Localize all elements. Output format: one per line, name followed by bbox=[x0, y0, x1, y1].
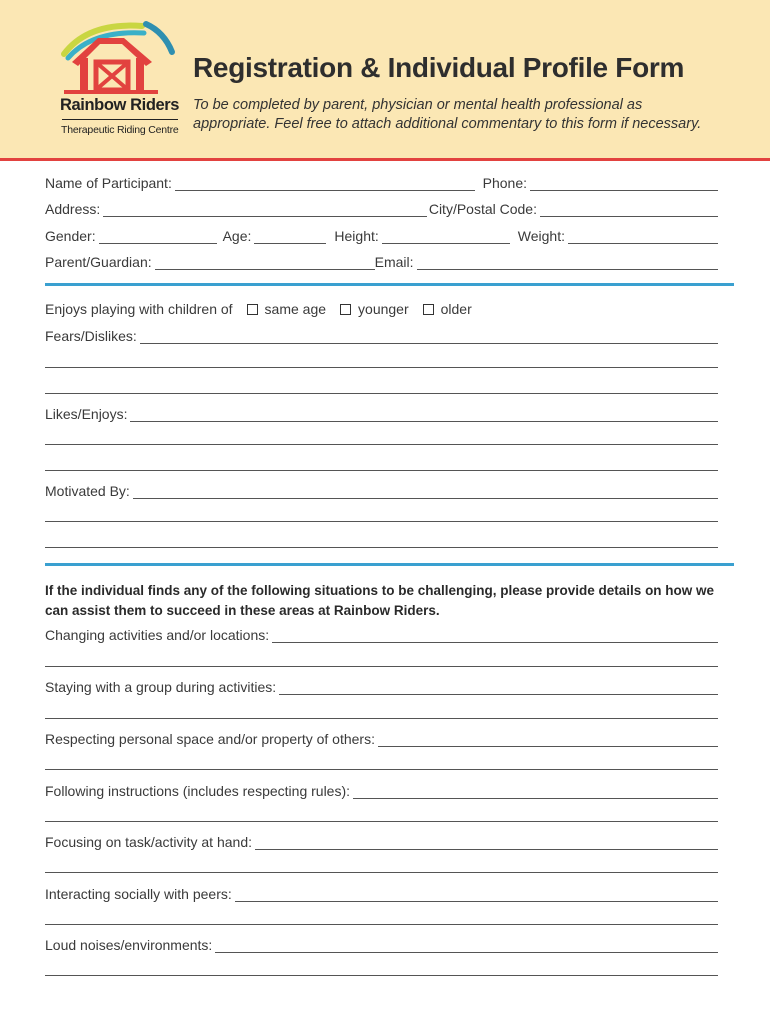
challenge-row-2 bbox=[45, 677, 718, 695]
logo-rule bbox=[62, 119, 178, 120]
challenge-label: Staying with a group during activities: bbox=[45, 679, 277, 695]
likes-row bbox=[45, 404, 718, 422]
challenge-row-3 bbox=[45, 729, 718, 747]
challenge-field[interactable] bbox=[279, 680, 718, 695]
weight-label: Weight: bbox=[517, 228, 565, 244]
weight-field[interactable] bbox=[568, 229, 718, 244]
gender-field[interactable] bbox=[99, 229, 217, 244]
height-label: Height: bbox=[334, 228, 379, 244]
email-field[interactable] bbox=[417, 255, 718, 270]
challenge-line[interactable] bbox=[45, 769, 718, 770]
age-label: Age: bbox=[222, 228, 252, 244]
challenges-intro: If the individual finds any of the following situations to be challenging, please provide details on how we can assist them to succeed in these areas at Rainbow Riders. bbox=[45, 583, 715, 618]
email-label: Email: bbox=[374, 254, 414, 270]
rainbow-riders-logo bbox=[58, 18, 183, 148]
younger-checkbox[interactable] bbox=[340, 301, 409, 317]
challenge-line[interactable] bbox=[45, 924, 718, 925]
name-field[interactable] bbox=[175, 176, 475, 191]
challenge-field[interactable] bbox=[215, 938, 718, 953]
parent-field[interactable] bbox=[155, 255, 375, 270]
fears-line-2[interactable] bbox=[45, 367, 718, 368]
checkbox-icon bbox=[247, 304, 258, 315]
page-title: Registration & Individual Profile Form bbox=[193, 52, 685, 83]
challenge-row-5 bbox=[45, 832, 718, 850]
challenge-label: Respecting personal space and/or property of others: bbox=[45, 731, 375, 747]
fears-row bbox=[45, 326, 718, 344]
challenge-field[interactable] bbox=[272, 628, 718, 643]
likes-line-2[interactable] bbox=[45, 444, 718, 445]
challenge-label: Focusing on task/activity at hand: bbox=[45, 834, 252, 850]
barn-rainbow-icon bbox=[58, 18, 183, 98]
name-label: Name of Participant: bbox=[45, 175, 172, 191]
challenge-field[interactable] bbox=[235, 887, 718, 902]
row-gender-age-height-weight bbox=[45, 226, 718, 244]
fears-label: Fears/Dislikes: bbox=[45, 328, 137, 344]
section-divider-1 bbox=[45, 283, 734, 286]
motivated-field[interactable] bbox=[133, 484, 718, 499]
enjoys-playing-row bbox=[45, 301, 472, 317]
same-age-checkbox[interactable] bbox=[247, 301, 326, 317]
section-divider-2 bbox=[45, 563, 734, 566]
logo-name: Rainbow Riders bbox=[60, 96, 180, 114]
gender-label: Gender: bbox=[45, 228, 96, 244]
challenge-label: Following instructions (includes respecting rules): bbox=[45, 783, 351, 799]
challenge-line[interactable] bbox=[45, 975, 718, 976]
phone-label: Phone: bbox=[482, 175, 527, 191]
challenge-row-7 bbox=[45, 935, 718, 953]
row-parent-email bbox=[45, 252, 718, 270]
motivated-row bbox=[45, 481, 718, 499]
challenge-line[interactable] bbox=[45, 821, 718, 822]
challenge-row-1 bbox=[45, 625, 718, 643]
enjoys-label: Enjoys playing with children of bbox=[45, 301, 233, 317]
challenge-line[interactable] bbox=[45, 872, 718, 873]
page-subtitle: To be completed by parent, physician or mental health professional as appropriate. Feel free to attach additional commentary to this form if necessary. bbox=[193, 97, 702, 132]
fears-line-3[interactable] bbox=[45, 393, 718, 394]
row-address-city bbox=[45, 199, 718, 217]
form-header bbox=[0, 0, 770, 161]
challenge-field[interactable] bbox=[353, 784, 718, 799]
motivated-label: Motivated By: bbox=[45, 483, 130, 499]
challenge-label: Changing activities and/or locations: bbox=[45, 627, 270, 643]
younger-label: younger bbox=[358, 301, 409, 317]
address-label: Address: bbox=[45, 201, 101, 217]
logo-tagline: Therapeutic Riding Centre bbox=[61, 124, 179, 136]
phone-field[interactable] bbox=[530, 176, 718, 191]
challenge-line[interactable] bbox=[45, 666, 718, 667]
likes-line-3[interactable] bbox=[45, 470, 718, 471]
city-field[interactable] bbox=[540, 202, 718, 217]
challenge-field[interactable] bbox=[255, 835, 718, 850]
challenge-field[interactable] bbox=[378, 732, 718, 747]
fears-field[interactable] bbox=[140, 329, 718, 344]
challenge-line[interactable] bbox=[45, 718, 718, 719]
older-checkbox[interactable] bbox=[423, 301, 472, 317]
height-field[interactable] bbox=[382, 229, 510, 244]
challenge-row-6 bbox=[45, 884, 718, 902]
likes-field[interactable] bbox=[130, 407, 718, 422]
age-field[interactable] bbox=[254, 229, 326, 244]
older-label: older bbox=[440, 301, 472, 317]
motivated-line-2[interactable] bbox=[45, 521, 718, 522]
address-field[interactable] bbox=[103, 202, 427, 217]
checkbox-icon bbox=[423, 304, 434, 315]
parent-label: Parent/Guardian: bbox=[45, 254, 152, 270]
motivated-line-3[interactable] bbox=[45, 547, 718, 548]
row-name-phone bbox=[45, 173, 718, 191]
challenge-label: Interacting socially with peers: bbox=[45, 886, 232, 902]
checkbox-icon bbox=[340, 304, 351, 315]
same-age-label: same age bbox=[264, 301, 327, 317]
challenge-row-4 bbox=[45, 781, 718, 799]
challenge-label: Loud noises/environments: bbox=[45, 937, 213, 953]
likes-label: Likes/Enjoys: bbox=[45, 406, 128, 422]
city-label: City/Postal Code: bbox=[428, 201, 537, 217]
